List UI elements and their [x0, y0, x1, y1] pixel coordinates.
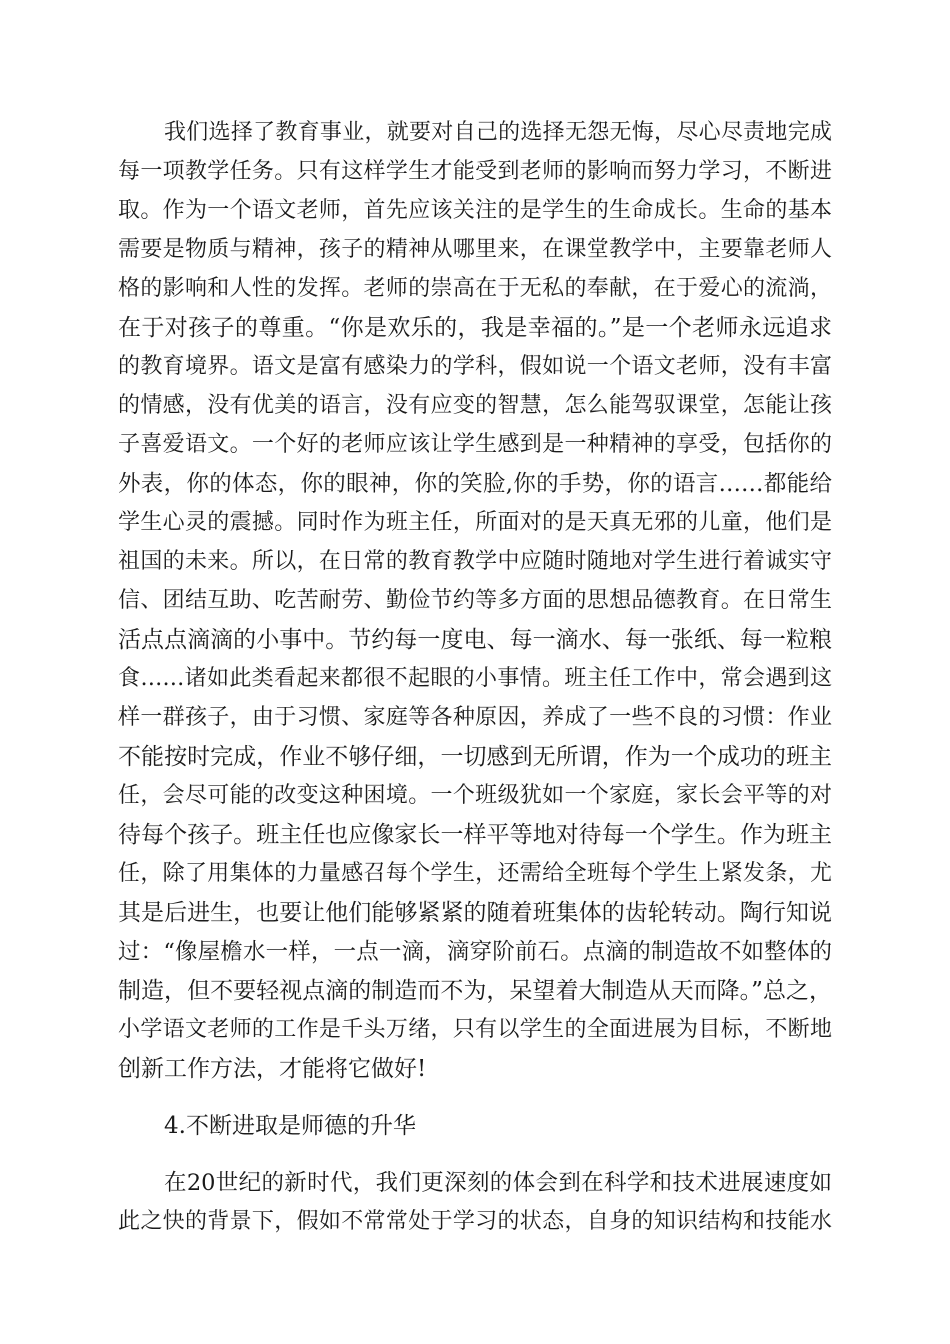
section-heading: 4.不断进取是师德的升华 — [164, 1113, 416, 1139]
paragraph-1-line-3: 取。作为一个语文老师，首先应该关注的是学生的生命成长。生命的基本 — [118, 198, 832, 223]
paragraph-1-line-12: 祖国的未来。所以，在日常的教育教学中应随时随地对学生进行着诚实守 — [118, 549, 832, 574]
paragraph-2-line-1: 在20世纪的新时代，我们更深刻的体会到在科学和技术进展速度如 — [164, 1170, 832, 1196]
paragraph-1-line-10: 外表，你的体态，你的眼神，你的笑脸,你的手势，你的语言……都能给 — [118, 471, 832, 497]
paragraph-1-line-23: 制造，但不要轻视点滴的制造而不为，呆望着大制造从天而降。”总之， — [118, 978, 832, 1004]
paragraph-1-line-13: 信、团结互助、吃苦耐劳、勤俭节约等多方面的思想品德教育。在日常生 — [118, 588, 832, 613]
paragraph-1-line-22: 过：“像屋檐水一样，一点一滴，滴穿阶前石。点滴的制造故不如整体的 — [118, 939, 832, 965]
paragraph-1-line-4: 需要是物质与精神，孩子的精神从哪里来，在课堂教学中，主要靠老师人 — [118, 237, 832, 262]
paragraph-2-line-2: 此之快的背景下，假如不常常处于学习的状态，自身的知识结构和技能水 — [118, 1209, 832, 1234]
paragraph-1-line-20: 任，除了用集体的力量感召每个学生，还需给全班每个学生上紧发条，尤 — [118, 861, 832, 886]
paragraph-1-line-15: 食……诸如此类看起来都很不起眼的小事情。班主任工作中，常会遇到这 — [118, 666, 832, 691]
paragraph-1-line-25: 创新工作方法，才能将它做好! — [118, 1056, 427, 1082]
paragraph-1-line-11: 学生心灵的震撼。同时作为班主任，所面对的是天真无邪的儿童，他们是 — [118, 510, 832, 535]
paragraph-1-line-18: 任，会尽可能的改变这种困境。一个班级犹如一个家庭，家长会平等的对 — [118, 783, 832, 808]
paragraph-1-line-14: 活点点滴滴的小事中。节约每一度电、每一滴水、每一张纸、每一粒粮 — [118, 627, 832, 653]
paragraph-1-line-19: 待每个孩子。班主任也应像家长一样平等地对待每一个学生。作为班主 — [118, 822, 832, 848]
paragraph-1-line-2: 每一项教学任务。只有这样学生才能受到老师的影响而努力学习，不断进 — [118, 159, 832, 184]
paragraph-1-line-24: 小学语文老师的工作是千头万绪，只有以学生的全面进展为目标，不断地 — [118, 1017, 832, 1042]
paragraph-1-line-8: 的情感，没有优美的语言，没有应变的智慧，怎么能驾驭课堂，怎能让孩 — [118, 393, 832, 418]
paragraph-1-line-1: 我们选择了教育事业，就要对自己的选择无怨无悔，尽心尽责地完成 — [164, 120, 832, 145]
paragraph-1-line-7: 的教育境界。语文是富有感染力的学科，假如说一个语文老师，没有丰富 — [118, 354, 832, 379]
paragraph-1-line-21: 其是后进生，也要让他们能够紧紧的随着班集体的齿轮转动。陶行知说 — [118, 900, 832, 926]
paragraph-1-line-9: 子喜爱语文。一个好的老师应该让学生感到是一种精神的享受，包括你的 — [118, 432, 832, 457]
paragraph-1-line-17: 不能按时完成，作业不够仔细，一切感到无所谓，作为一个成功的班主 — [118, 744, 832, 770]
paragraph-1-line-5: 格的影响和人性的发挥。老师的崇高在于无私的奉献，在于爱心的流淌， — [118, 276, 832, 301]
paragraph-1-line-16: 样一群孩子，由于习惯、家庭等各种原因，养成了一些不良的习惯：作业 — [118, 705, 832, 730]
paragraph-1-line-6: 在于对孩子的尊重。“你是欢乐的，我是幸福的。”是一个老师永远追求 — [118, 315, 832, 341]
